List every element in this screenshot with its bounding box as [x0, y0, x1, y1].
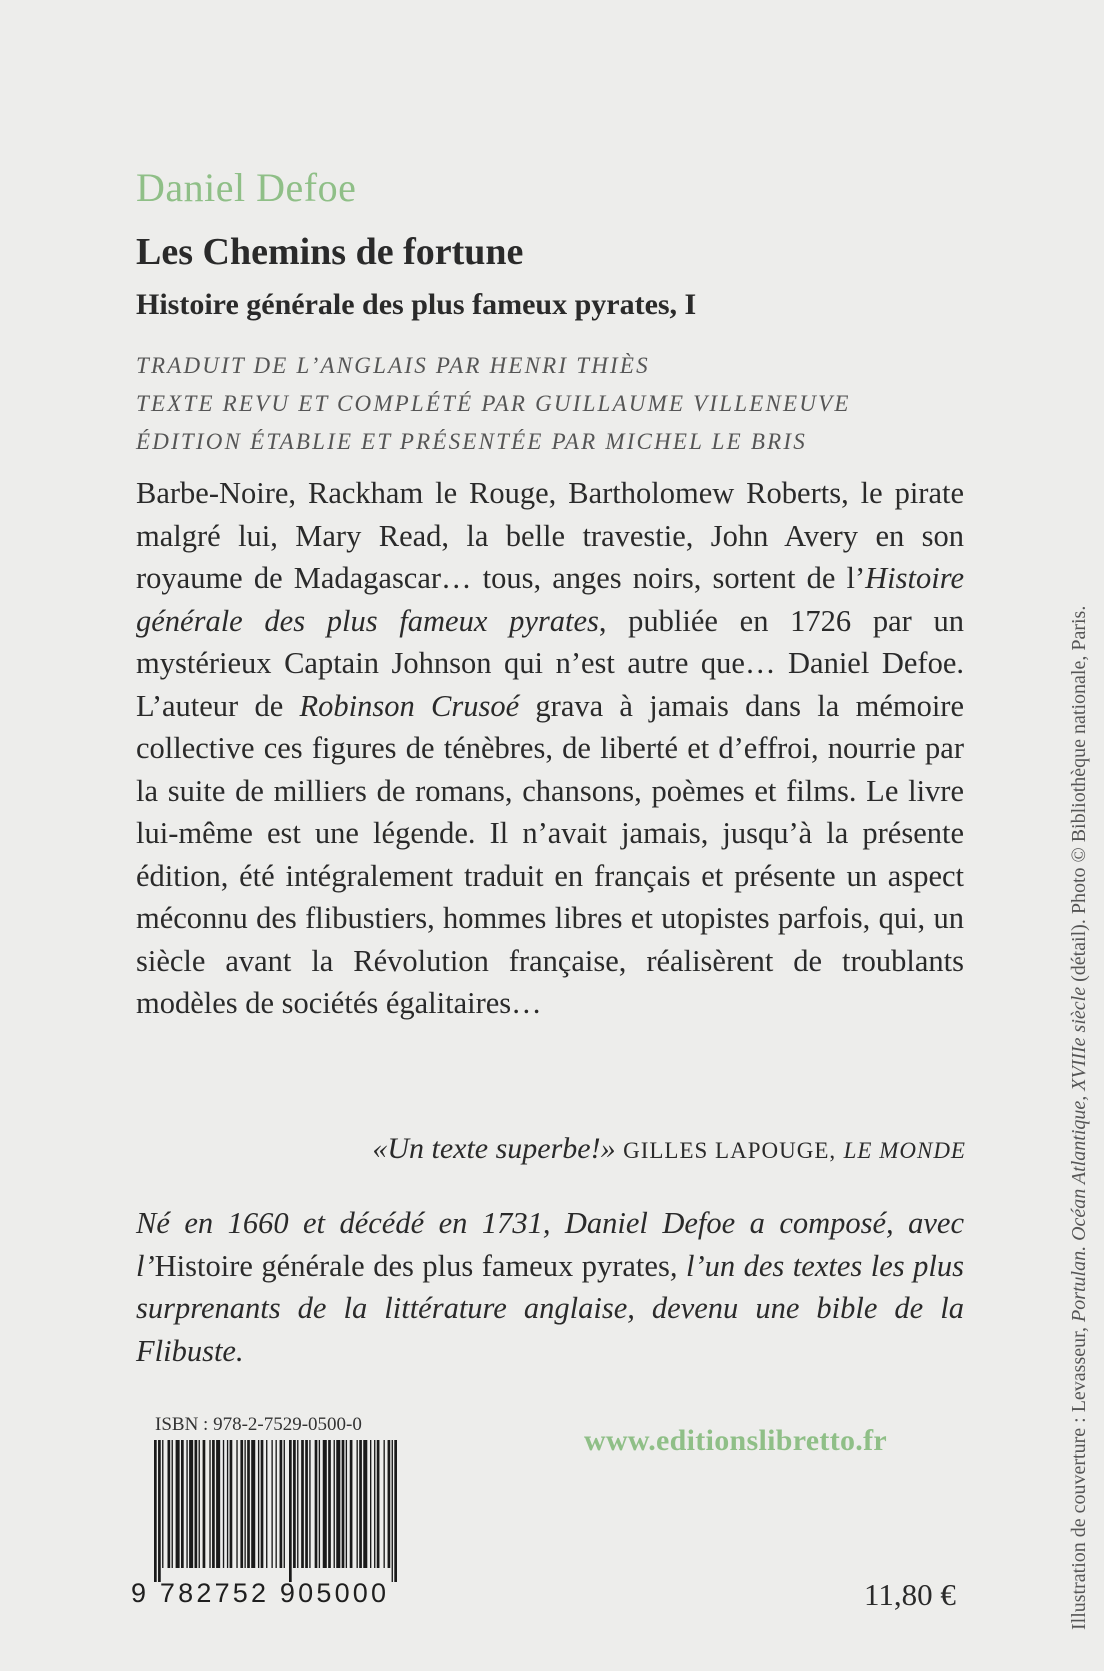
barcode-bar: [168, 1440, 171, 1568]
barcode-bar: [176, 1440, 180, 1568]
barcode-bar: [309, 1440, 310, 1568]
barcode-bar: [293, 1440, 296, 1568]
barcode-bar: [328, 1440, 331, 1568]
barcode-bar: [388, 1440, 391, 1568]
barcode-bar: [247, 1440, 250, 1568]
barcode-bar: [289, 1440, 292, 1582]
barcode-bar: [280, 1440, 283, 1568]
barcode-bar: [216, 1440, 220, 1568]
bio-book-title: Histoire générale des plus fameux pyrates: [154, 1248, 670, 1283]
barcode-bar: [154, 1440, 157, 1582]
barcode-bar: [276, 1440, 277, 1568]
bio-text: Né en 1660 et décédé en 1731, Daniel Defoe a composé, avec l’: [136, 1206, 964, 1283]
barcode-bar: [334, 1440, 335, 1568]
barcode-bar: [342, 1440, 345, 1568]
barcode-bar: [244, 1440, 245, 1568]
barcode-bar: [223, 1440, 224, 1568]
barcode-bar: [212, 1440, 215, 1568]
barcode-bar: [181, 1440, 184, 1568]
quote-source: LE MONDE: [843, 1138, 966, 1163]
barcode-bar: [323, 1440, 327, 1568]
translation-credits: [136, 347, 851, 461]
credit-italic: Portulan. Océan Atlantique, XVIIIe siècle: [1068, 986, 1090, 1323]
publisher-website[interactable]: www.editionslibretto.fr: [584, 1424, 887, 1457]
barcode-bar: [266, 1440, 267, 1568]
barcode-bar: [186, 1440, 187, 1568]
blurb-text: Barbe-Noire, Rackham le Rouge, Bartholomew Roberts, le pirate malgré lui, Mary Read, la belle travestie, John Avery en son royaume de Madagascar… tous, anges noirs, sortent de l’: [136, 476, 964, 595]
barcode-bar: [301, 1440, 304, 1568]
barcode-bar: [172, 1440, 173, 1568]
barcode-bar: [162, 1440, 163, 1568]
barcode-bar: [199, 1440, 200, 1568]
credit-line: ÉDITION ÉTABLIE ET PRÉSENTÉE PAR MICHEL LE BRIS: [136, 429, 807, 454]
barcode-bar: [392, 1440, 393, 1582]
price: 11,80 €: [864, 1577, 956, 1612]
barcode-bar: [271, 1440, 272, 1568]
barcode-bar: [394, 1440, 397, 1582]
barcode-bar: [284, 1440, 285, 1568]
barcode-bar: [359, 1440, 362, 1568]
blurb-italic-title: Histoire générale des plus fameux pyrates: [136, 561, 964, 638]
author-bio: [136, 1202, 964, 1372]
barcode-bar: [370, 1440, 371, 1568]
barcode-bar: [158, 1440, 161, 1582]
book-title: Les Chemins de fortune: [136, 231, 524, 273]
barcode-bar: [346, 1440, 347, 1568]
blurb-text: , publiée en 1726 par un mystérieux Captain Johnson qui n’est autre que… Daniel Defoe. L’auteur de: [136, 603, 964, 723]
isbn-number: ISBN : 978-2-7529-0500-0: [155, 1414, 362, 1435]
barcode-bar: [240, 1440, 243, 1568]
barcode-bar: [209, 1440, 210, 1568]
credit-text: Illustration de couverture : Levasseur,: [1068, 1322, 1090, 1630]
barcode-bar: [258, 1440, 259, 1568]
barcode-bar: [319, 1440, 320, 1568]
barcode-bar: [189, 1440, 193, 1568]
book-subtitle: Histoire générale des plus fameux pyrates, I: [136, 288, 697, 321]
barcode-bar: [374, 1440, 375, 1568]
barcode-bar: [297, 1440, 298, 1568]
barcode-bar: [227, 1440, 228, 1568]
barcode-bar: [357, 1440, 358, 1568]
blurb-text: grava à jamais dans la mémoire collective ces figures de ténèbres, de liberté et d’effroi, nourrie par la suite de milliers de romans, chansons, poèmes et films. Le livre lui-même est une légende. Il n’avait jamais, jusqu’à la présente édition, été intégralement traduit en français et présente un aspect méconnu des flibustiers, hommes libres et utopistes parfois, qui, un siècle avant la Révolution française, réalisèrent de troublants modèles de sociétés égalitaires…: [136, 688, 964, 1020]
barcode-bar: [336, 1440, 340, 1568]
author-name: Daniel Defoe: [136, 165, 357, 210]
blurb-italic-title: Robinson Crusoé: [299, 688, 520, 723]
barcode-bar: [305, 1440, 308, 1568]
barcode-bar: [315, 1440, 318, 1568]
barcode-bar: [377, 1440, 380, 1568]
credit-line: TRADUIT DE L’ANGLAIS PAR HENRI THIÈS: [136, 353, 650, 378]
bio-text: , l’un des textes les plus surprenants de la littérature anglaise, devenu une bible de la Flibuste.: [136, 1248, 964, 1368]
cover-illustration-credit: [1068, 606, 1091, 1630]
barcode-bar: [251, 1440, 255, 1568]
barcode: [154, 1440, 398, 1582]
quote-text: «Un texte superbe!»: [372, 1132, 616, 1165]
barcode-bar: [195, 1440, 198, 1568]
barcode-bar: [363, 1440, 367, 1568]
barcode-digits: 9 782752 905000: [131, 1578, 390, 1608]
barcode-bar: [203, 1440, 206, 1568]
barcode-bar: [230, 1440, 233, 1568]
barcode-bar: [236, 1440, 237, 1568]
quote-critic: GILLES LAPOUGE,: [623, 1138, 837, 1163]
barcode-bar: [261, 1440, 264, 1568]
barcode-bar: [350, 1440, 353, 1568]
credit-line: TEXTE REVU ET COMPLÉTÉ PAR GUILLAUME VILLENEUVE: [136, 391, 851, 416]
barcode-bar: [384, 1440, 385, 1568]
book-blurb: [136, 472, 964, 1025]
press-quote: [372, 1132, 966, 1166]
credit-text: (détail). Photo © Bibliothèque nationale, Paris.: [1068, 605, 1090, 987]
